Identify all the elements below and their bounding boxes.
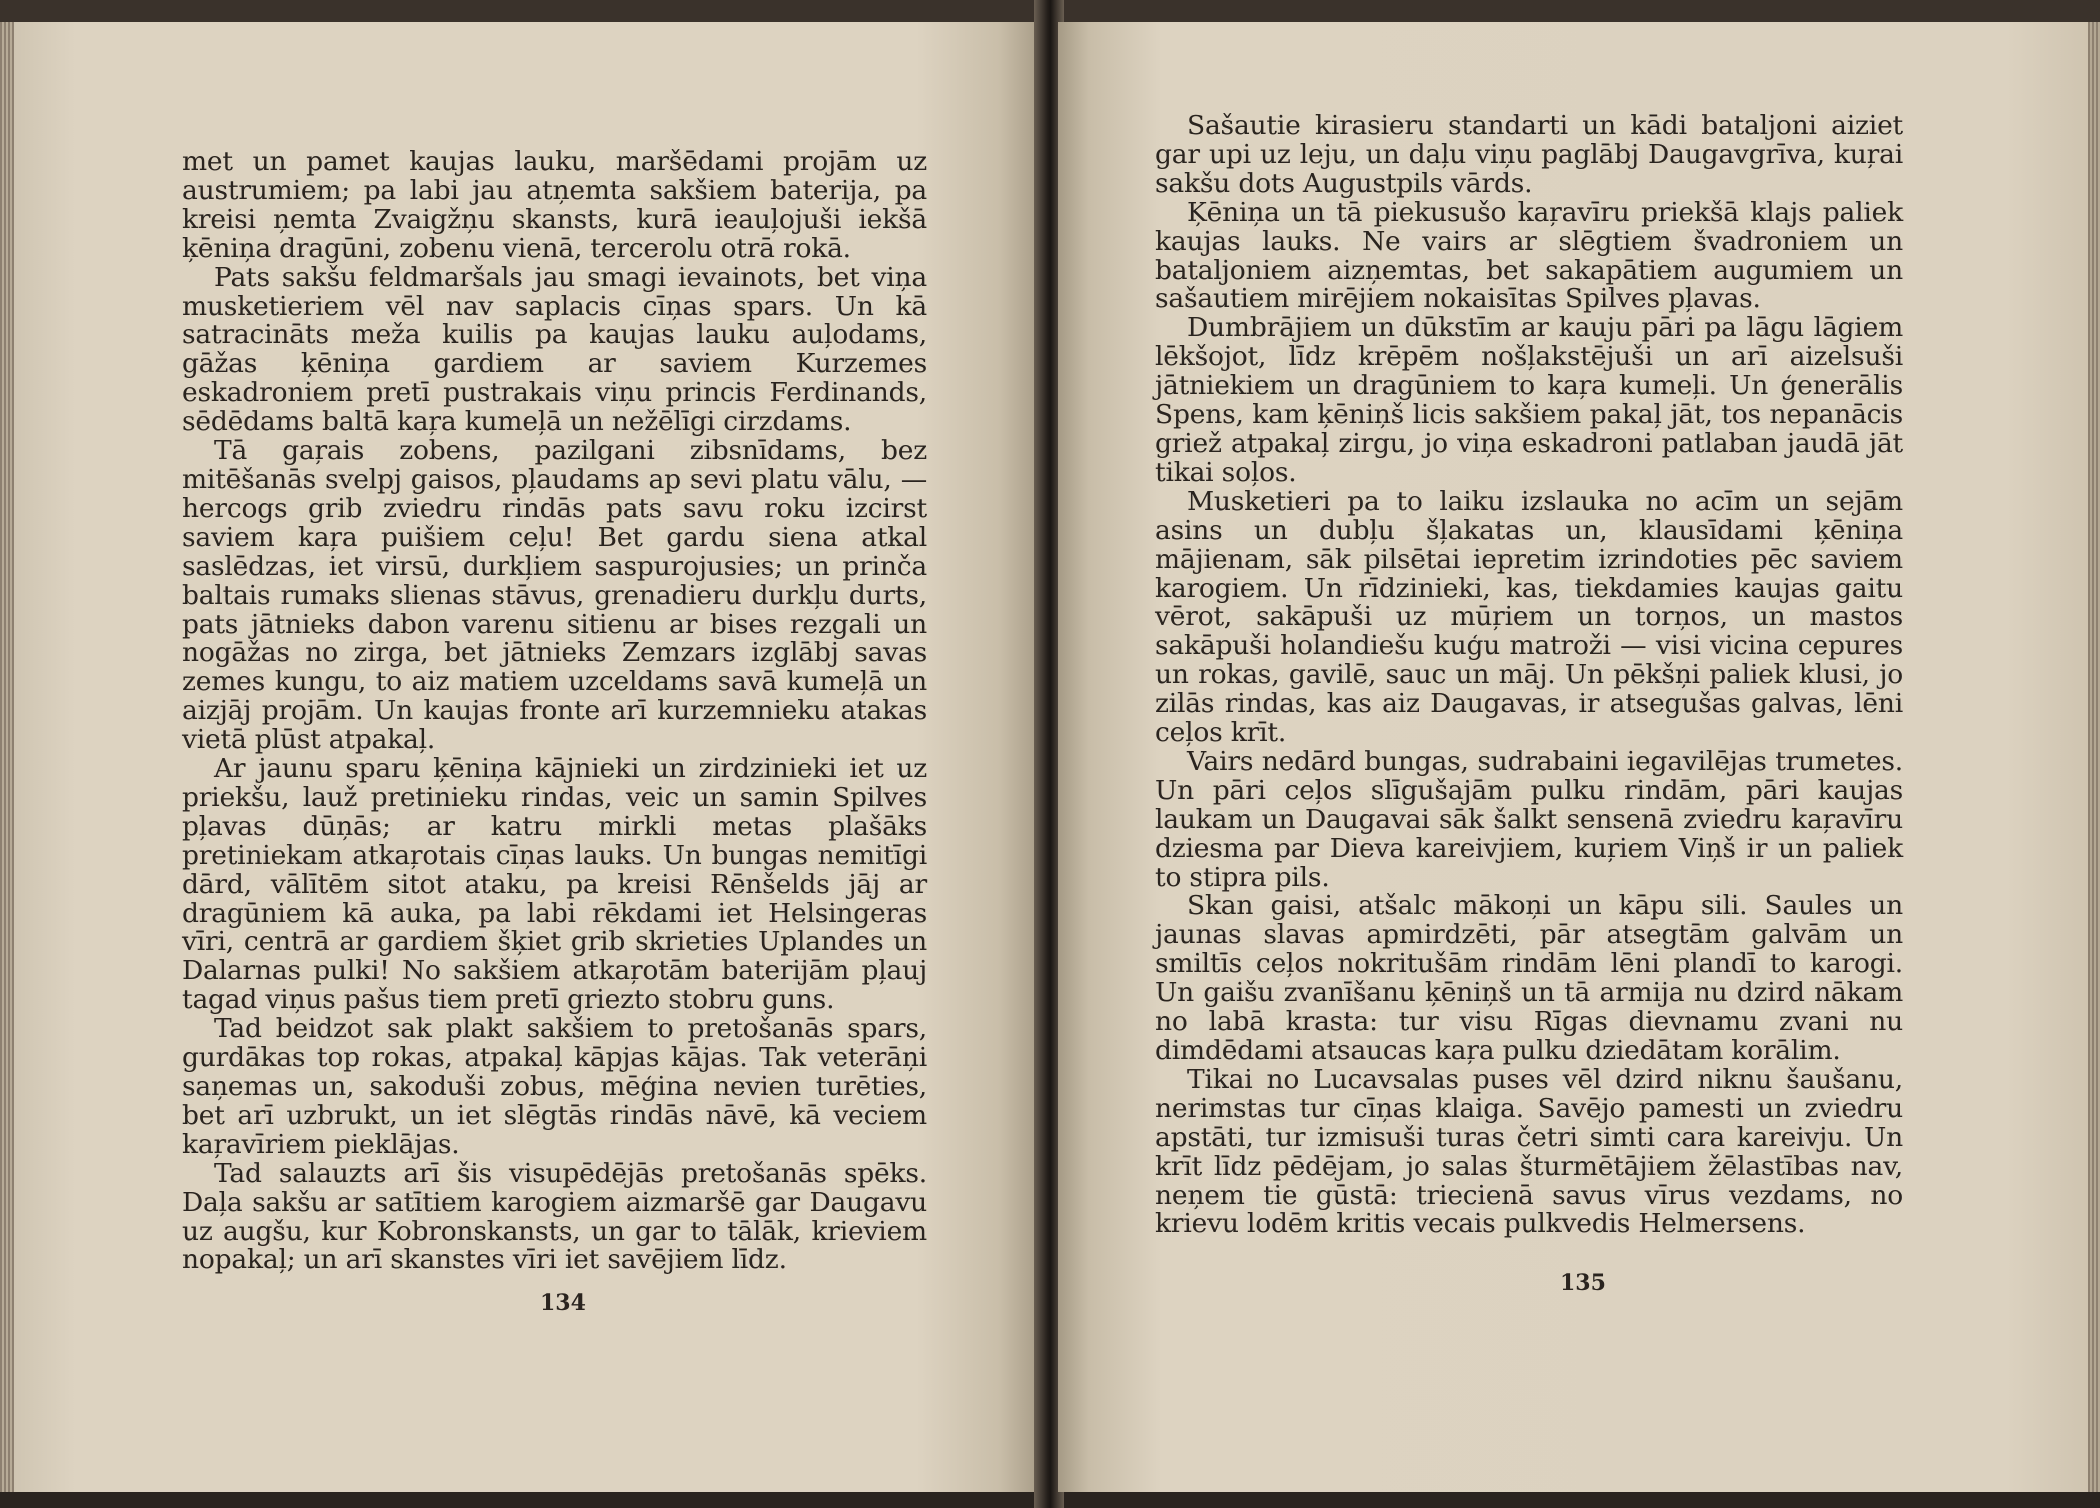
page-edges-right [2088,22,2100,1492]
page-number-right: 135 [1560,1270,1606,1296]
right-paragraph: Tikai no Lucavsalas puses vēl dzird niknu šaušanu, nerimstas tur cīņas klaiga. Savējo pamesti un zviedru apstāti, tur izmisuši turas četri simti cara kareivju. Un krīt līdz pēdējam, jo salas šturmētājiem žēlastības nav, neņem tie gūstā: triecienā savus vīrus vezdams, no krievu lodēm kritis vecais pulkvedis Helmersens. [1155,1063,1903,1240]
right-paragraph: Vairs nedārd bungas, sudrabaini iegavilējas trumetes. Un pāri ceļos slīgušajām pulku rindām, pāri kaujas laukam un Daugavai sāk šalkt sensenā zviedru kaŗavīru dziesma par Dieva kareivjiem, kuŗiem Viņš ir un paliek to stipra pils. [1155,745,1903,893]
right-paragraph: Ķēniņa un tā piekusušo kaŗavīru priekšā klajs paliek kaujas lauks. Ne vairs ar slēgtiem švadroniem un bataljoniem aizņemtas, bet sakapātiem augumiem un sašautiem mirējiem nokaisītas Spilves pļavas. [1155,196,1903,315]
left-paragraph: Tā gaŗais zobens, pazilgani zibsnīdams, bez mitēšanās svelpj gaisos, pļaudams ap sevi platu vālu, — hercogs grib zviedru rindās pats savu roku izcirst saviem kaŗa puišiem ceļu! Bet gardu siena atkal saslēdzas, iet virsū, durkļiem saspurojusies; un prinča baltais rumaks slienas stāvus, grenadieru durkļu durts, pats jātnieks dabon varenu sitienu ar bises rezgali un nogāžas no zirga, bet jātnieks Zemzars izglābj savas zemes kungu, to aiz matiem uzceldams savā kumeļā un aizjāj projām. Un kaujas fronte arī kurzemnieku atakas vietā plūst atpakaļ. [182,435,927,756]
left-paragraph: Ar jaunu sparu ķēniņa kājnieki un zirdzinieki iet uz priekšu, lauž pretinieku rindas, veic un samin Spilves pļavas dūņās; ar katru mirkli metas plašāks pretiniekam atkaŗotais cīņas lauks. Un bungas nemitīgi dārd, vālītēm sitot ataku, pa kreisi Rēnšelds jāj ar dragūniem kā auka, pa labi rēkdami iet Helsingeras vīri, centrā ar gardiem šķiet grib skrieties Uplandes un Dalarnas pulki! No sakšiem atkaŗotām baterijām pļauj tagad viņus pašus tiem pretī griezto stobru guns. [182,753,927,1016]
right-paragraph: Sašautie kirasieru standarti un kādi bataljoni aiziet gar upi uz leju, un daļu viņu paglābj Daugavgrīva, kuŗai sakšu dots Augustpils vārds. [1155,110,1903,199]
left-paragraph: met un pamet kaujas lauku, maršēdami projām uz austrumiem; pa labi jau atņemta sakšiem baterija, pa kreisi ņemta Zvaigžņu skansts, kurā ieauļojuši iekšā ķēniņa dragūni, zobenu vienā, tercerolu otrā rokā. [182,146,927,264]
right-paragraph: Dumbrājiem un dūkstīm ar kauju pāri pa lāgu lāgiem lēkšojot, līdz krēpēm nošļakstējuši un arī aizelsuši jātniekiem un dragūniem to kaŗa kumeļi. Un ģenerālis Spens, kam ķēniņš licis sakšiem pakaļ jāt, tos nepanācis griež atpakaļ zirgu, jo viņa eskadroni patlaban jaudā jāt tikai soļos. [1155,312,1903,488]
page-number-left: 134 [540,1290,586,1316]
left-page-text [182,148,927,1275]
right-paragraph: Musketieri pa to laiku izslauka no acīm un sejām asins un dubļu šļakatas un, klausīdami ķēniņa mājienam, sāk pilsētai iepretim izrindoties pēc saviem karogiem. Un rīdzinieki, kas, tiekdamies kaujas gaitu vērot, sakāpuši uz mūŗiem un torņos, un mastos sakāpuši holandiešu kuģu matroži — visi vicina cepures un rokas, gavilē, sauc un māj. Un pēkšņi paliek klusi, jo zilās rindas, kas aiz Daugavas, ir atsegušas galvas, lēni ceļos krīt. [1155,485,1903,749]
right-page-text [1155,112,1903,1239]
left-paragraph: Tad beidzot sak plakt sakšiem to pretošanās spars, gurdākas top rokas, atpakaļ kāpjas kājas. Tak veterāņi saņemas un, sakoduši zobus, mēģina nevien turēties, bet arī uzbrukt, un iet slēgtās rindās nāvē, kā veciem kaŗavīriem pieklājas. [182,1013,927,1160]
page-edges-left [0,22,14,1492]
left-paragraph: Pats sakšu feldmaršals jau smagi ievainots, bet viņa musketieriem vēl nav saplacis cīņas spars. Un kā satracināts meža kuilis pa kaujas lauku auļodams, gāžas ķēniņa gardiem ar saviem Kurzemes eskadroniem pretī pustrakais viņu princis Ferdinands, sēdēdams baltā kaŗa kumeļā un nežēlīgi cirzdams. [182,261,927,438]
right-paragraph: Skan gaisi, atšalc mākoņi un kāpu sili. Saules un jaunas slavas apmirdzēti, pār atsegtām galvām un smiltīs ceļos nokritušām rindām lēni plandī to karogi. Un gaišu zvanīšanu ķēniņš un tā armija nu dzird nākam no labā krasta: tur visu Rīgas dievnamu zvani nu dimdēdami atsaucas kaŗa pulku dziedātam korālim. [1155,890,1903,1066]
left-paragraph: Tad salauzts arī šis visupēdējās pretošanās spēks. Daļa sakšu ar satītiem karogiem aizmaršē gar Daugavu uz augšu, kur Kobronskansts, un gar to tālāk, krieviem nopakaļ; un arī skanstes vīri iet savējiem līdz. [182,1157,927,1276]
